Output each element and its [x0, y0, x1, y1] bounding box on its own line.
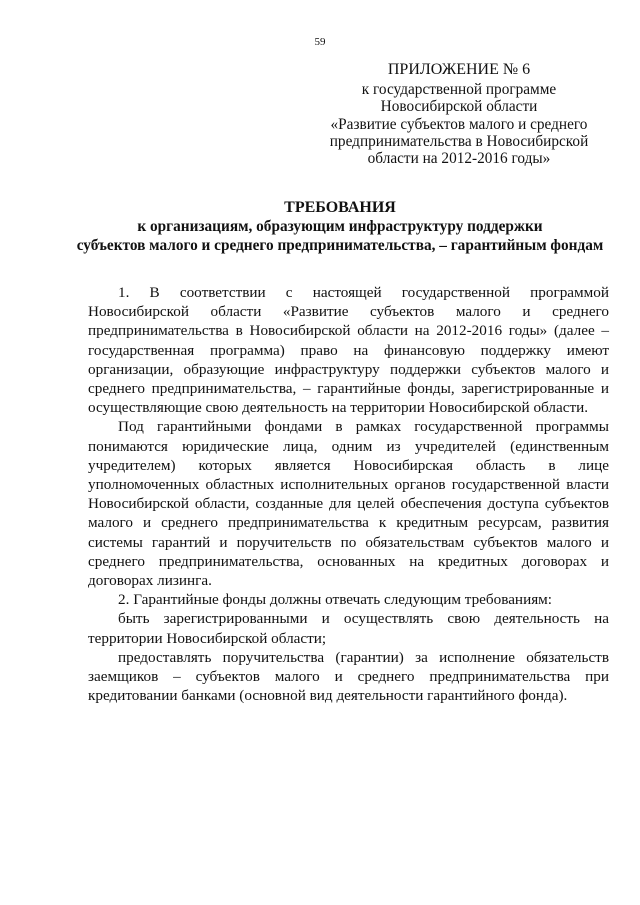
paragraph: Под гарантийными фондами в рамках государственной программы понимаются юридические лица, одним из учредителей (единственным учредителем) которых является Новосибирская область в лице уполномоченных областных исполнительных органов государственной власти Новосибирской области, созданные для целей обеспечения доступа субъектов малого и среднего предпринимательства к кредитным ресурсам, развития системы гарантий и поручительств по обязательствам субъектов малого и среднего предпринимательства, основанных на кредитных договорах и договорах лизинга.	[88, 418, 609, 590]
paragraph: быть зарегистрированными и осуществлять свою деятельность на территории Новосибирской области;	[88, 610, 609, 647]
appendix-line: предпринимательства в Новосибирской	[329, 132, 589, 150]
appendix-line: «Развитие субъектов малого и среднего	[330, 115, 588, 133]
paragraph: предоставлять поручительства (гарантии) за исполнение обязательств заемщиков – субъектов малого и среднего предпринимательства при кредитовании банками (основной вид деятельности гарантийного фонда).	[88, 648, 609, 705]
document-body	[88, 283, 609, 705]
page-number: 59	[314, 36, 326, 48]
document-heading	[60, 198, 620, 255]
heading-subtitle-line: к организациям, образующим инфраструктуру поддержки	[137, 218, 543, 235]
appendix-line: к государственной программе	[361, 81, 557, 98]
paragraph: 2. Гарантийные фонды должны отвечать следующим требованиям:	[118, 591, 553, 609]
appendix-line: Новосибирской области	[380, 98, 538, 116]
heading-title: ТРЕБОВАНИЯ	[284, 199, 396, 216]
appendix-title: ПРИЛОЖЕНИЕ № 6	[387, 61, 531, 78]
paragraph: 1. В соответствии с настоящей государственной программой Новосибирской области «Развитие субъектов малого и среднего предпринимательства в Новосибирской области на 2012-2016 годы» (далее – государственная программа) право на финансовую поддержку имеют организации, образующие инфраструктуру поддержки субъектов малого и среднего предпринимательства, – гарантийные фонды, зарегистрированные и осуществляющие свою деятельность на территории Новосибирской области.	[88, 284, 609, 417]
heading-subtitle-line: субъектов малого и среднего предпринимательства, – гарантийным фондам	[76, 237, 604, 254]
appendix-block	[316, 60, 602, 167]
appendix-line: области на 2012-2016 годы»	[367, 150, 551, 168]
